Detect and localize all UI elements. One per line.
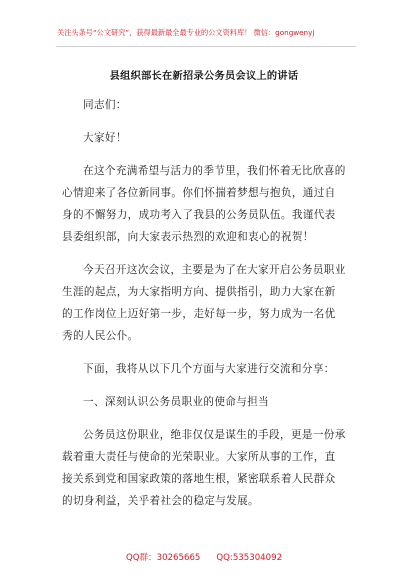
paragraph-4-line: 载着重大责任与使命的光荣职业。大家所从事的工作，直 — [62, 451, 336, 463]
greeting: 大家好！ — [83, 132, 127, 144]
paragraph-1-line: 心情迎来了各位新同事。你们怀揣着梦想与抱负，通过自 — [62, 187, 336, 199]
salutation: 同志们： — [83, 99, 127, 111]
footer-qq-group: QQ群：30265665 — [125, 553, 201, 563]
footer-qq: QQ:535304092 — [216, 553, 283, 563]
header-divider — [56, 46, 356, 47]
paragraph-2-line: 今天召开这次会议，主要是为了在大家开启公务员职业 — [83, 264, 346, 276]
paragraph-2-line: 生涯的起点，为大家指明方向、提供指引，助力大家在新 — [62, 286, 336, 298]
section-heading-1: 一、深刻认识公务员职业的使命与担当 — [83, 396, 270, 408]
header-banner: 关注头条号“公文研究”，获得最新最全最专业的公文资料库！ 微信：gongwenyj — [57, 28, 315, 37]
paragraph-4-line: 公务员这份职业，绝非仅仅是谋生的手段，更是一份承 — [83, 429, 346, 441]
paragraph-4-line: 接关系到党和国家政策的落地生根，紧密联系着人民群众 — [62, 473, 336, 485]
paragraph-4-line: 的切身利益，关乎着社会的稳定与发展。 — [62, 495, 259, 507]
document-body — [62, 94, 362, 512]
paragraph-2-line: 的工作岗位上迈好第一步，走好每一步，努力成为一名优 — [62, 308, 336, 320]
footer — [0, 552, 408, 564]
paragraph-1-line: 县委组织部，向大家表示热烈的欢迎和衷心的祝贺！ — [62, 231, 314, 243]
paragraph-3: 下面，我将从以下几个方面与大家进行交流和分享： — [83, 363, 335, 375]
document-title: 县组织部长在新招录公务员会议上的讲话 — [109, 71, 299, 82]
paragraph-2-line: 秀的人民公仆。 — [62, 330, 139, 342]
paragraph-1-line: 身的不懈努力，成功考入了我县的公务员队伍。我谨代表 — [62, 209, 336, 221]
paragraph-1-line: 在这个充满希望与活力的季节里，我们怀着无比欣喜的 — [83, 165, 346, 177]
